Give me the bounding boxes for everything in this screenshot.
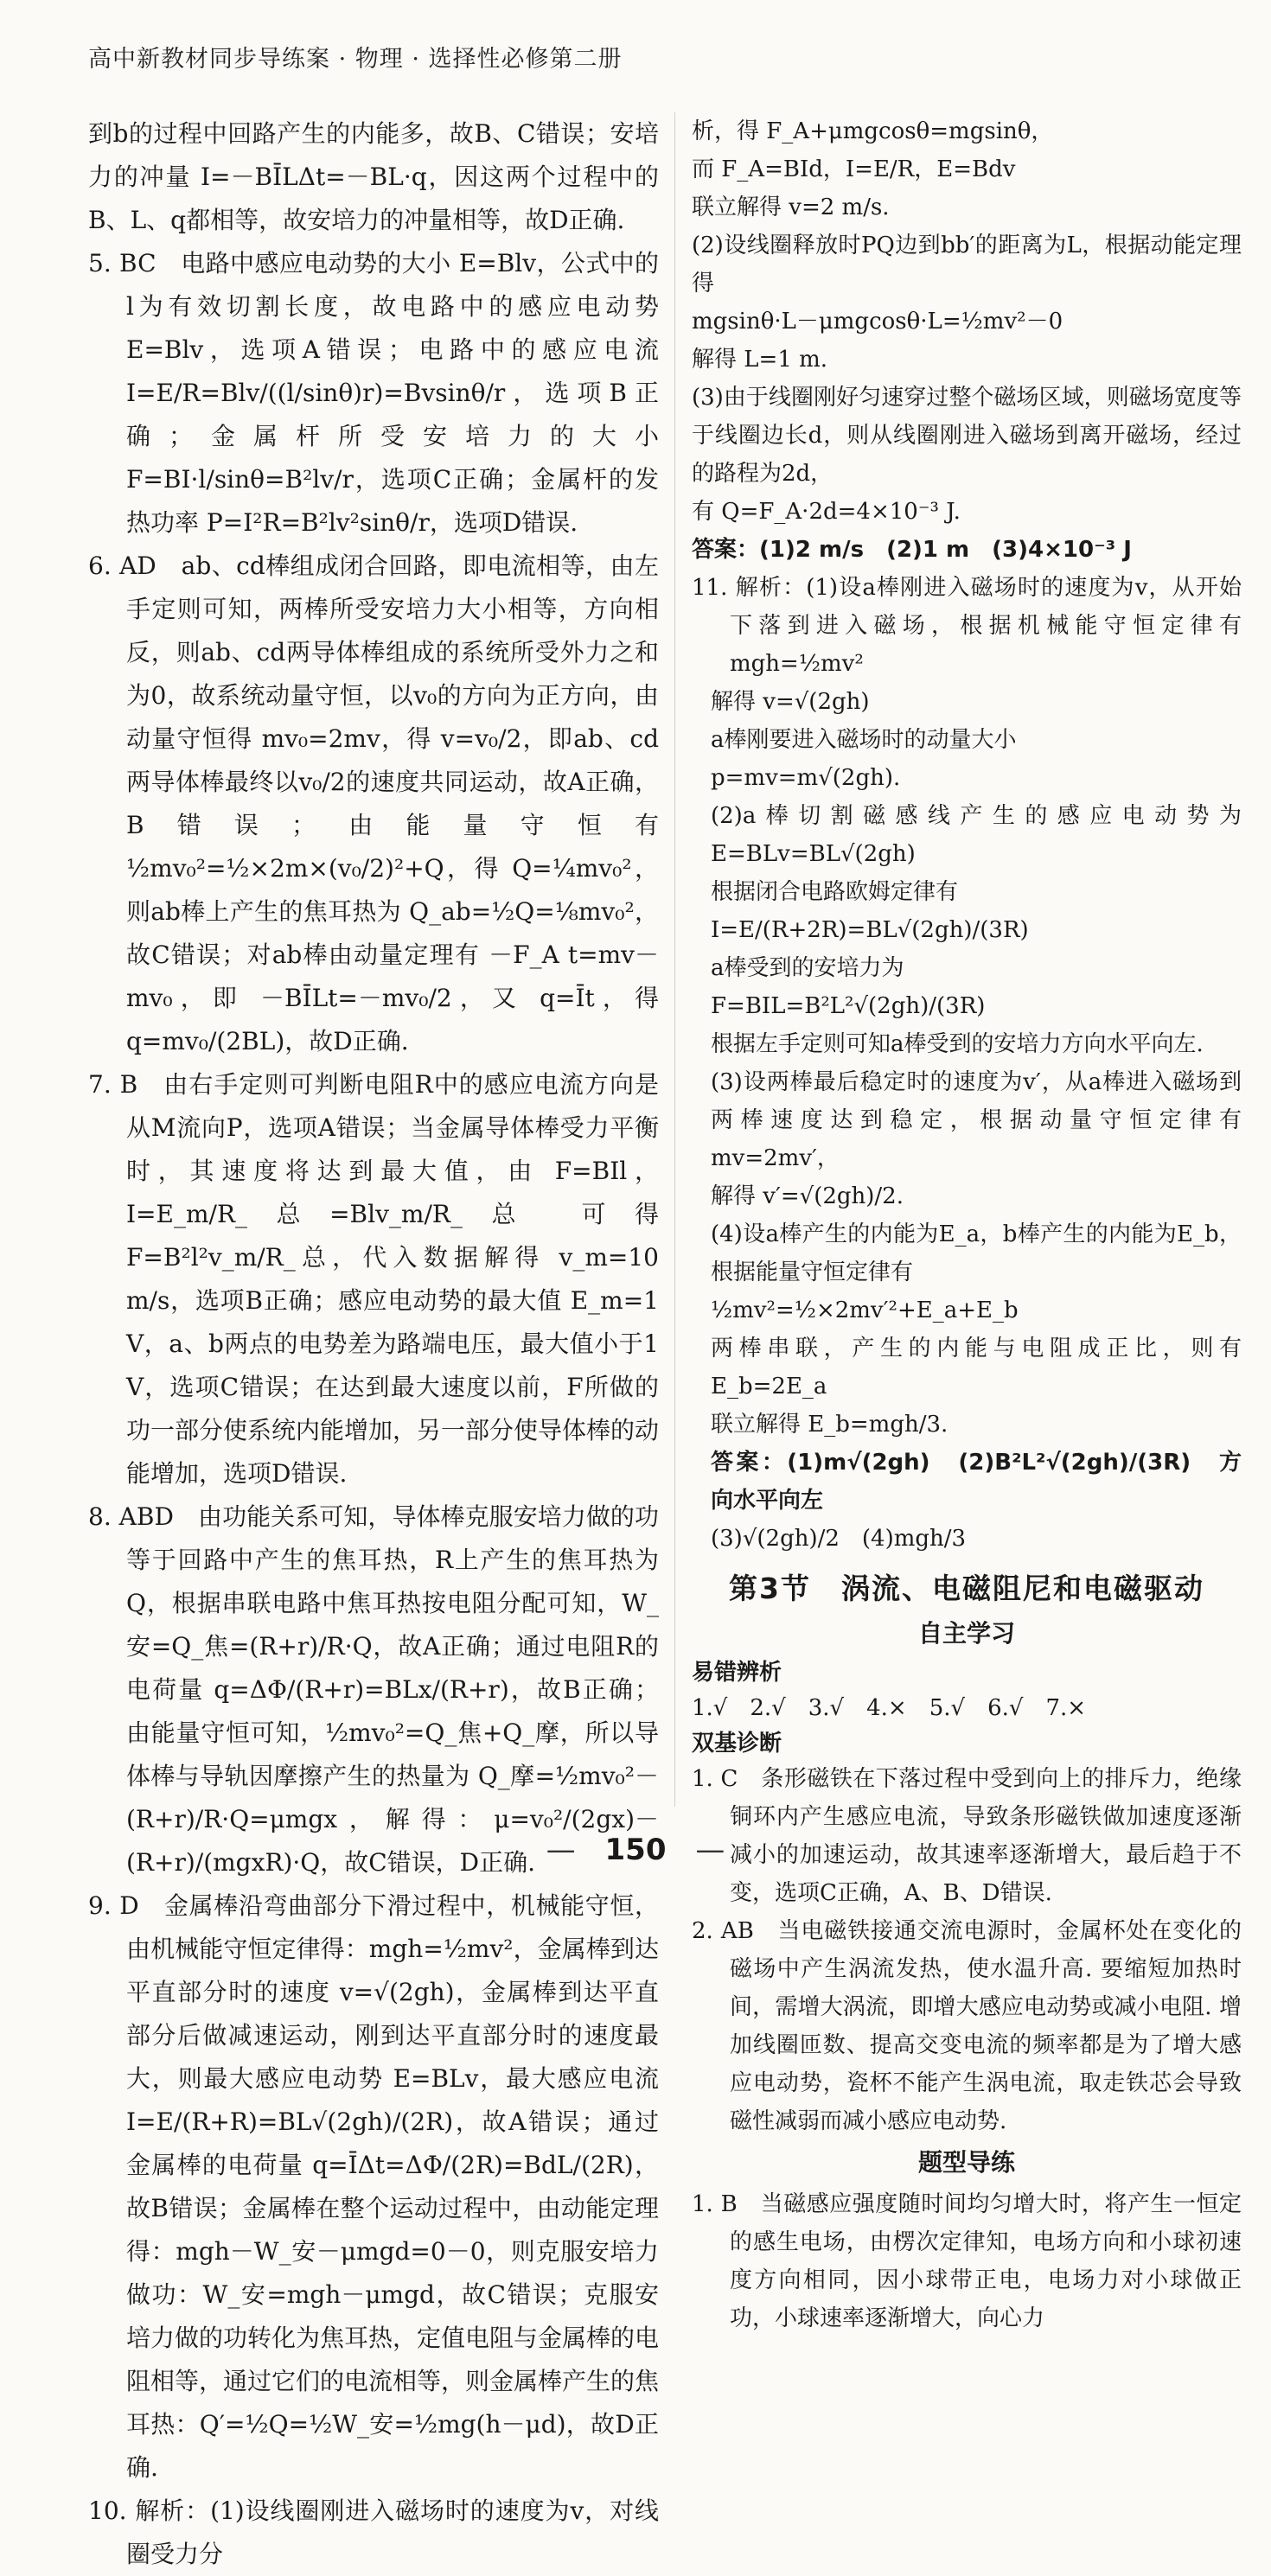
text-line: 解得 L=1 m. bbox=[692, 347, 828, 373]
text-line: 根据左手定则可知a棒受到的安培力方向水平向左. bbox=[711, 1031, 1204, 1057]
text-line: 解得 v=√(2gh) bbox=[711, 689, 870, 715]
tag-label: 易错辨析 bbox=[692, 1660, 782, 1686]
right-column bbox=[692, 112, 1242, 2337]
formula-line: I=E/(R+2R)=BL√(2gh)/(3R) bbox=[711, 917, 1029, 943]
text-line: (2)a棒切割磁感线产生的感应电动势为 E=BLv=BL√(2gh) bbox=[711, 803, 1242, 867]
text-line: 根据闭合电路欧姆定律有 bbox=[711, 879, 959, 905]
subsection-title: 题型导练 bbox=[917, 2148, 1015, 2177]
text-line: 有 Q=F_A·2d=4×10⁻³ J. bbox=[692, 499, 961, 525]
answer-item-11: 11. 解析：(1)设a棒刚进入磁场时的速度为v，从开始下落到进入磁场，根据机械能守恒定律有 mgh=½mv² bbox=[692, 575, 1242, 677]
paragraph-continued: 到b的过程中回路产生的内能多，故B、C错误；安培力的冲量 I=－BĪLΔt=－BL·q，因这两个过程中的B、L、q都相等，故安培力的冲量相等，故D正确. bbox=[88, 119, 659, 234]
text-line: a棒刚要进入磁场时的动量大小 bbox=[711, 727, 1017, 753]
answer-item-10: 10. 解析：(1)设线圈刚进入磁场时的速度为v，对线圈受力分 bbox=[88, 2496, 659, 2568]
text-line: 而 F_A=BId，I=E/R，E=Bdv bbox=[692, 156, 1016, 182]
answer-line: 答案：(1)2 m/s (2)1 m (3)4×10⁻³ J bbox=[692, 537, 1132, 563]
answer-line-cont: (3)√(2gh)/2 (4)mgh/3 bbox=[711, 1526, 967, 1552]
answer-item-6: 6. AD ab、cd棒组成闭合回路，即电流相等，由左手定则可知，两棒所受安培力大小相等，方向相反，则ab、cd两导体棒组成的系统所受外力之和为0，故系统动量守恒，以v₀的方向为正方向，由动量守恒得 mv₀=2mv，得 v=v₀/2，即ab、cd两导体棒最终以v₀/2的速度共同运动，故A正确，B错误；由能量守恒有 ½mv₀²=½×2m×(v₀/2)²+Q，得 Q=¼mv₀²，则ab棒上产生的焦耳热为 Q_ab=½Q=⅛mv₀²，故C错误；对ab棒由动量定理有 －F_A t=mv－mv₀，即 －BĪLt=－mv₀/2，又 q=Īt，得 q=mv₀/(2BL)，故D正确. bbox=[88, 552, 659, 1055]
text-line: 联立解得 v=2 m/s. bbox=[692, 194, 890, 220]
text-line: (3)设两棒最后稳定时的速度为v′，从a棒进入磁场到两棒速度达到稳定，根据动量守恒定律有 mv=2mv′， bbox=[711, 1069, 1242, 1171]
section2-item-1: 1. B 当磁感应强度随时间均匀增大时，将产生一恒定的感生电场，由楞次定律知，电场方向和小球初速度方向相同，因小球带正电，电场力对小球做正功，小球速率逐渐增大，向心力 bbox=[692, 2191, 1242, 2331]
answer-item-8: 8. ABD 由功能关系可知，导体棒克服安培力做的功等于回路中产生的焦耳热，R上产生的焦耳热为Q，根据串联电路中焦耳热按电阻分配可知，W_安=Q_焦=(R+r)/R·Q，故A正确；通过电阻R的电荷量 q=ΔΦ/(R+r)=BLx/(R+r)，故B正确；由能量守恒可知，½mv₀²=Q_焦+Q_摩，所以导体棒与导轨因摩擦产生的热量为 Q_摩=½mv₀²－(R+r)/R·Q=μmgx，解得：μ=v₀²/(2gx)－(R+r)/(mgxR)·Q，故C错误，D正确. bbox=[88, 1502, 659, 1877]
subsection-title: 自主学习 bbox=[917, 1619, 1015, 1648]
left-column bbox=[88, 112, 659, 2576]
judge-answers: 1.√ 2.√ 3.√ 4.× 5.√ 6.√ 7.× bbox=[692, 1695, 1087, 1721]
text-line: 析，得 F_A+μmgcosθ=mgsinθ， bbox=[692, 118, 1054, 144]
page-number bbox=[0, 1833, 1271, 1867]
text-line: (4)设a棒产生的内能为E_a，b棒产生的内能为E_b，根据能量守恒定律有 bbox=[711, 1221, 1242, 1285]
tag-label: 双基诊断 bbox=[692, 1731, 782, 1757]
page-dash-right: — bbox=[695, 1833, 725, 1867]
answer-line: 答案：(1)m√(2gh) (2)B²L²√(2gh)/(3R) 方向水平向左 bbox=[711, 1450, 1242, 1514]
answer-item-9: 9. D 金属棒沿弯曲部分下滑过程中，机械能守恒，由机械能守恒定律得：mgh=½mv²，金属棒到达平直部分时的速度 v=√(2gh)，金属棒到达平直部分后做减速运动，刚到达平直部分时的速度最大，则最大感应电动势 E=BLv，最大感应电流 I=E/(R+R)=BL√(2gh)/(2R)，故A错误；通过金属棒的电荷量 q=ĪΔt=ΔΦ/(2R)=BdL/(2R)，故B错误；金属棒在整个运动过程中，由动能定理得：mgh－W_安－μmgd=0－0，则克服安培力做功：W_安=mgh－μmgd，故C错误；克服安培力做的功转化为焦耳热，定值电阻与金属棒的电阻相等，通过它们的电流相等，则金属棒产生的焦耳热：Q′=½Q=½W_安=½mg(h－μd)，故D正确. bbox=[88, 1891, 660, 2482]
section-title: 第3节 涡流、电磁阻尼和电磁驱动 bbox=[729, 1572, 1204, 1605]
answer-item-7: 7. B 由右手定则可判断电阻R中的感应电流方向是从M流向P，选项A错误；当金属导体棒受力平衡时，其速度将达到最大值，由 F=BIl，I=E_m/R_总=Blv_m/R_总 可得 F=B²l²v_m/R_总，代入数据解得 v_m=10 m/s，选项B正确；感应电动势的最大值 E_m=1 V，a、b两点的电势差为路端电压，最大值小于1 V，选项C错误；在达到最大速度以前，F所做的功一部分使系统内能增加，另一部分使导体棒的动能增加，选项D错误. bbox=[88, 1070, 660, 1488]
section-item-1: 1. C 条形磁铁在下落过程中受到向上的排斥力，绝缘铜环内产生感应电流，导致条形磁铁做加速度逐渐减小的加速运动，故其速率逐渐增大，最后趋于不变，选项C正确，A、B、D错误. bbox=[692, 1766, 1242, 1906]
text-line: (2)设线圈释放时PQ边到bb′的距离为L，根据动能定理得 bbox=[692, 233, 1242, 296]
answer-item-5: 5. BC 电路中感应电动势的大小 E=Blv，公式中的l为有效切割长度，故电路中的感应电动势 E=Blv，选项A错误；电路中的感应电流 I=E/R=Blv/((l/sinθ)r)=Bvsinθ/r，选项B正确；金属杆所受安培力的大小 F=BI·l/sinθ=B²lv/r，选项C正确；金属杆的发热功率 P=I²R=B²lv²sinθ/r，选项D错误. bbox=[88, 249, 659, 537]
formula-line: F=BIL=B²L²√(2gh)/(3R) bbox=[711, 993, 986, 1019]
column-divider bbox=[674, 112, 675, 1807]
formula-line: 解得 v′=√(2gh)/2. bbox=[711, 1183, 904, 1209]
text-line: a棒受到的安培力为 bbox=[711, 955, 904, 981]
formula-line: ½mv²=½×2mv′²+E_a+E_b bbox=[711, 1298, 1019, 1323]
text-line: (3)由于线圈刚好匀速穿过整个磁场区域，则磁场宽度等于线圈边长d，则从线圈刚进入磁场到离开磁场，经过的路程为2d， bbox=[692, 385, 1242, 487]
text-line: 两棒串联，产生的内能与电阻成正比，则有 E_b=2E_a bbox=[711, 1336, 1242, 1400]
page-number-value: 150 bbox=[604, 1833, 667, 1867]
text-line: p=mv=m√(2gh). bbox=[711, 765, 901, 791]
formula-line: mgsinθ·L－μmgcosθ·L=½mv²－0 bbox=[692, 309, 1063, 335]
section-item-2: 2. AB 当电磁铁接通交流电源时，金属杯处在变化的磁场中产生涡流发热，使水温升高. 要缩短加热时间，需增大涡流，即增大感应电动势或减小电阻. 增加线圈匝数、提高交变电流的频率都是为了增大感应电动势，瓷杯不能产生涡电流，取走铁芯会导致磁性减弱而减小感应电动势. bbox=[692, 1918, 1242, 2134]
page-dash-left: — bbox=[546, 1833, 576, 1867]
page-header: 高中新教材同步导练案 · 物理 · 选择性必修第二册 bbox=[88, 46, 623, 73]
formula-line: 联立解得 E_b=mgh/3. bbox=[711, 1412, 948, 1438]
